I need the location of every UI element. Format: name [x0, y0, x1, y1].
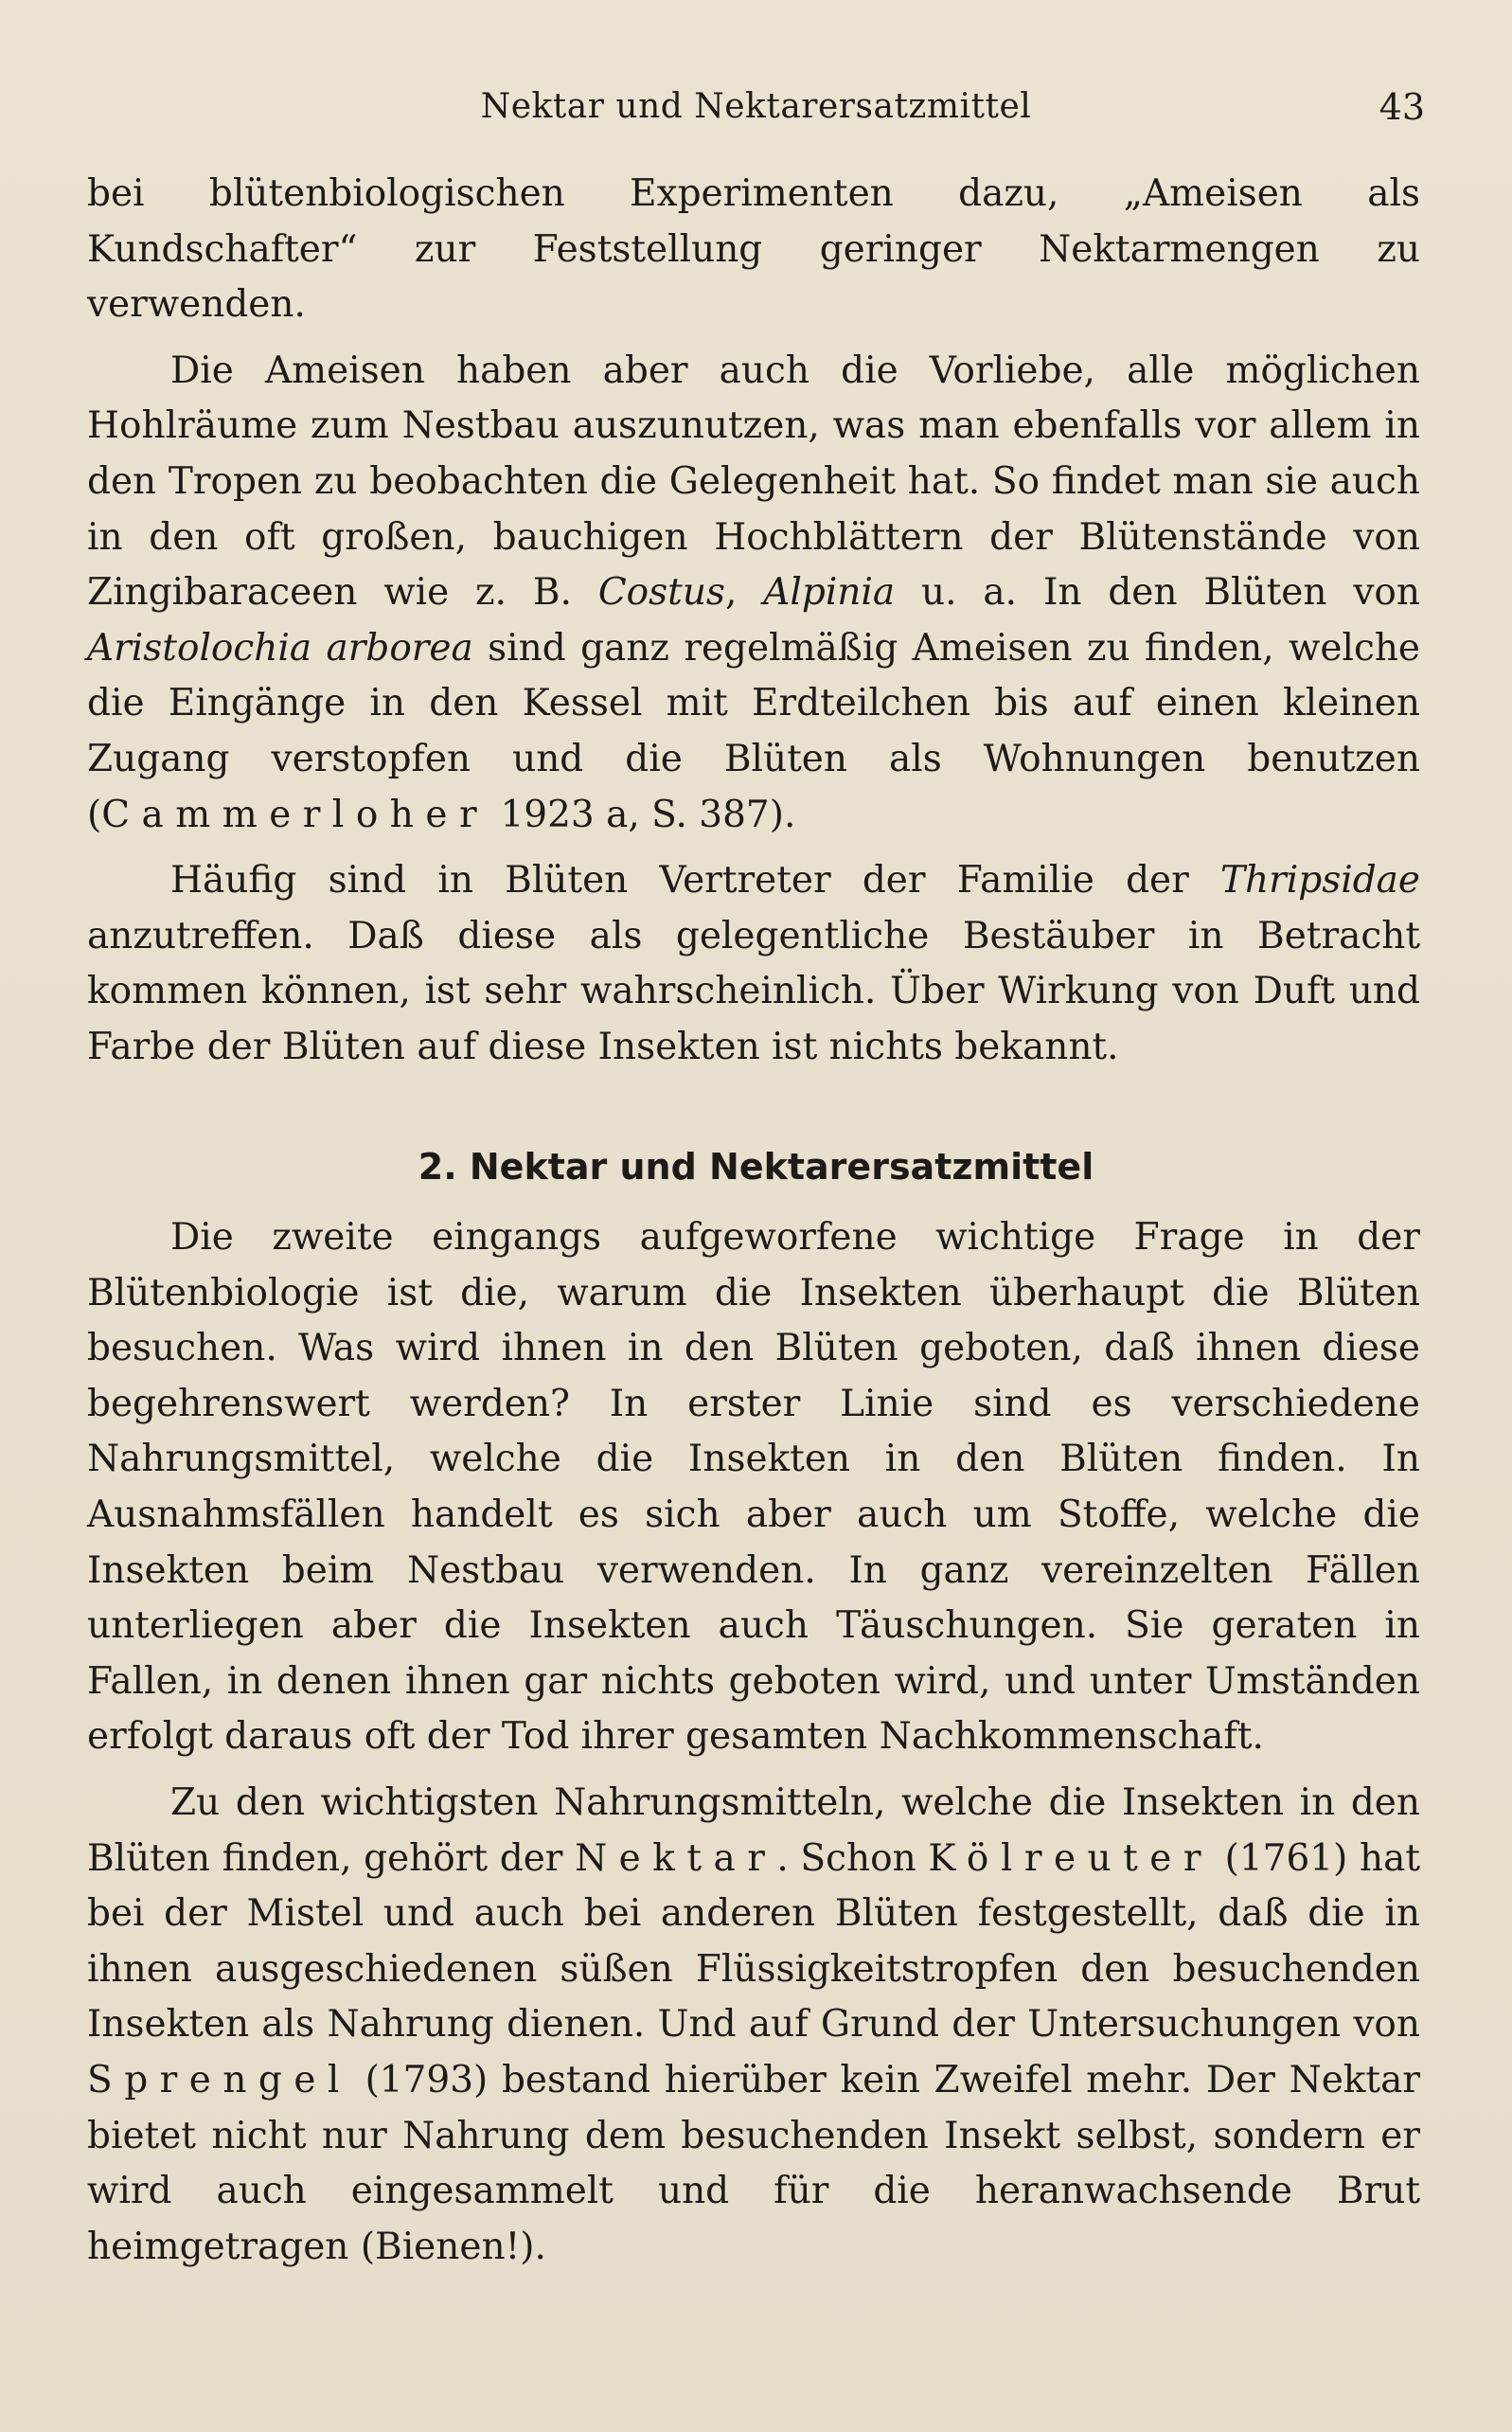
author-name: Kölreuter	[928, 1836, 1213, 1880]
text-run: anzutreffen. Daß diese als gelegentliche Bestäuber in Betracht kommen können, ist sehr wahrscheinlich. Über Wirkung von Duft und Farbe der Blüten auf diese Insekten ist nichts bekannt.	[87, 914, 1420, 1068]
author-name: Sprengel	[87, 2058, 351, 2101]
taxon-name: Costus	[597, 571, 725, 615]
emphasized-term: Nektar	[575, 1836, 777, 1880]
taxon-name: Thripsidae	[1220, 859, 1420, 903]
text-block-bottom	[87, 1210, 1420, 2275]
paragraph-thripsidae	[87, 853, 1420, 1075]
running-head	[0, 83, 1512, 131]
text-block-top	[87, 167, 1420, 1076]
text-run: 1923 a, S. 387).	[489, 793, 796, 836]
paragraph-nectar	[87, 1776, 1420, 2275]
running-title: Nektar und Nektarersatzmittel	[480, 87, 1032, 126]
text-run: (1761) hat bei der Mistel und auch bei anderen Blüten festgestellt, daß die in ihnen ausgeschiedenen süßen Flüssigkeitstropfen den besuchenden Insekten als Nahrung dienen. Und auf Grund der Untersuchungen von	[87, 1836, 1420, 2047]
paragraph-why-visit	[87, 1210, 1420, 1765]
page-number: 43	[1379, 86, 1425, 128]
text-run: Die Ameisen haben aber auch die Vorliebe, alle möglichen Hohlräume zum Nestbau auszunutzen, was man ebenfalls vor allem in den Tropen zu beobachten die Gelegenheit hat. So findet man sie auch in den oft großen, bauchigen Hochblättern der Blütenstände von Zingibaraceen wie z. B.	[87, 349, 1420, 615]
text-run: ,	[724, 571, 764, 615]
taxon-name: Aristolochia arborea	[87, 626, 473, 670]
paragraph-continued	[87, 167, 1420, 333]
section-heading: 2. Nektar und Nektarersatzmittel	[418, 1146, 1094, 1188]
text-run: sind ganz regelmäßig Ameisen zu finden, welche die Eingänge in den Kessel mit Erdteilchen bis auf einen kleinen Zugang verstopfen und die Blüten als Wohnungen benutzen (	[87, 626, 1421, 836]
author-name: Cammerloher	[101, 793, 489, 836]
text-run: Häufig sind in Blüten Vertreter der Familie der	[170, 859, 1220, 903]
text-run: u. a. In den Blüten von	[895, 571, 1421, 615]
paragraph-ants-nesting	[87, 344, 1420, 843]
paragraph-text: bei blütenbiologischen Experimenten dazu, „Ameisen als Kundschafter“ zur Feststellung geringer Nektarmengen zu verwenden.	[87, 172, 1420, 327]
text-run: . Schon	[776, 1836, 929, 1880]
text-run: Zu den wichtigsten Nahrungsmitteln, welche die Insekten in den Blüten finden, gehört der	[87, 1780, 1420, 1880]
paragraph-text: Die zweite eingangs aufgeworfene wichtige Frage in der Blütenbiologie ist die, warum die Insekten überhaupt die Blüten besuchen. Was wird ihnen in den Blüten geboten, daß ihnen diese begehrenswert werden? In erster Linie sind es verschiedene Nahrungsmittel, welche die Insekten in den Blüten finden. In Ausnahmsfällen handelt es sich aber auch um Stoffe, welche die Insekten beim Nestbau verwenden. In ganz vereinzelten Fällen unterliegen aber die Insekten auch Täuschungen. Sie geraten in Fallen, in denen ihnen gar nichts geboten wird, und unter Umständen erfolgt daraus oft der Tod ihrer gesamten Nachkommenschaft.	[87, 1216, 1420, 1759]
text-run: (1793) bestand hierüber kein Zweifel mehr. Der Nektar bietet nicht nur Nahrung dem besuchenden Insekt selbst, sondern er wird auch eingesammelt und für die heranwachsende Brut heimgetragen (Bienen!).	[87, 2058, 1420, 2268]
taxon-name: Alpinia	[763, 571, 896, 615]
